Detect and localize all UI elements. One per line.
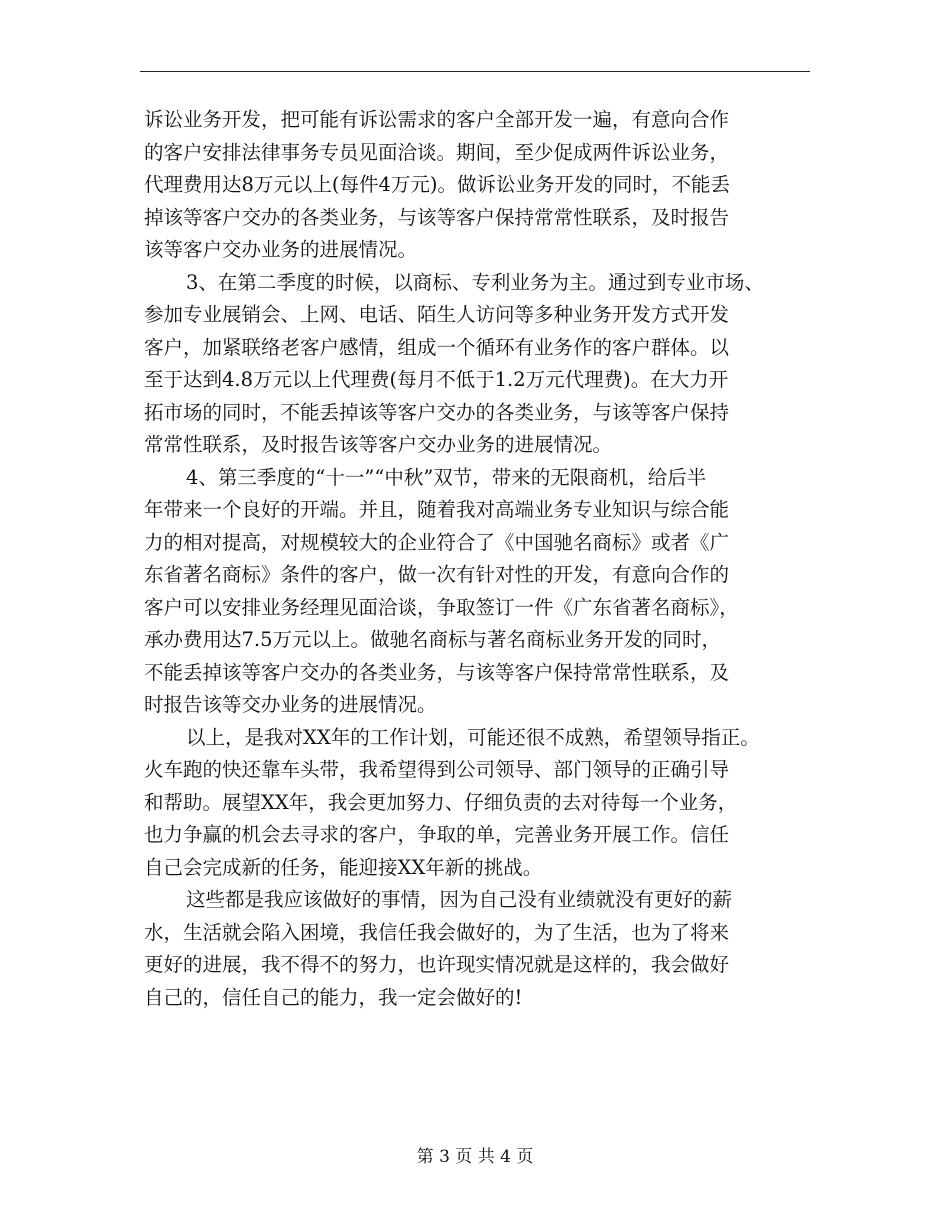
text-line: 掉该等客户交办的各类业务，与该等客户保持常常性联系，及时报告 (144, 205, 730, 229)
text-line: 年带来一个良好的开端。并且，随着我对高端业务专业知识与综合能 (144, 498, 730, 521)
text-line: 常常性联系，及时报告该等客户交办业务的进展情况。 (144, 433, 613, 456)
text-line: 自己的，信任自己的能力，我一定会做好的! (144, 985, 523, 1009)
text-line: 至于达到4.8万元以上代理费(每月不低于1.2万元代理费)。在大力开 (144, 368, 729, 391)
text-line: 承办费用达7.5万元以上。做驰名商标与著名商标业务开发的同时， (144, 628, 722, 651)
text-line: 火车跑的快还靠车头带，我希望得到公司领导、部门领导的正确引导 (144, 758, 730, 781)
paragraph-first-line: 以上，是我对XX年的工作计划，可能还很不成熟，希望领导指正。 (186, 725, 760, 749)
text-line: 更好的进展，我不得不的努力，也许现实情况就是这样的，我会做好 (144, 953, 730, 976)
text-line: 诉讼业务开发，把可能有诉讼需求的客户全部开发一遍，有意向合作 (144, 108, 730, 131)
text-line: 客户，加紧联络老客户感情，组成一个循环有业务作的客户群体。以 (144, 335, 730, 359)
text-line: 时报告该等交办业务的进展情况。 (144, 693, 437, 716)
text-line: 参加专业展销会、上网、电话、陌生人访问等多种业务开发方式开发 (144, 303, 730, 326)
text-line: 该等客户交办业务的进展情况。 (144, 238, 418, 261)
header-rule (140, 71, 810, 72)
text-line: 和帮助。展望XX年，我会更加努力、仔细负责的去对待每一个业务， (144, 790, 738, 814)
text-line: 自己会完成新的任务，能迎接XX年新的挑战。 (144, 855, 543, 879)
paragraph-first-line: 4、第三季度的“十一”“中秋”双节，带来的无限商机，给后半 (186, 465, 707, 489)
text-line: 的客户安排法律事务专员见面洽谈。期间，至少促成两件诉讼业务， (144, 140, 730, 164)
paragraph-first-line: 这些都是我应该做好的事情，因为自己没有业绩就没有更好的薪 (186, 888, 733, 911)
text-line: 代理费用达8万元以上(每件4万元)。做诉讼业务开发的同时，不能丢 (144, 173, 731, 196)
document-body (144, 104, 834, 1014)
text-line: 力的相对提高，对规模较大的企业符合了《中国驰名商标》或者《广 (144, 530, 730, 554)
paragraph-first-line: 3、在第二季度的时候，以商标、专利业务为主。通过到专业市场、 (186, 270, 764, 294)
text-line: 不能丢掉该等客户交办的各类业务，与该等客户保持常常性联系，及 (144, 660, 730, 684)
text-line: 也力争赢的机会去寻求的客户，争取的单，完善业务开展工作。信任 (144, 823, 730, 846)
text-line: 东省著名商标》条件的客户，做一次有针对性的开发，有意向合作的 (144, 563, 730, 586)
page-number-footer: 第 3 页 共 4 页 (416, 1147, 534, 1167)
text-line: 拓市场的同时，不能丢掉该等客户交办的各类业务，与该等客户保持 (144, 400, 730, 424)
text-line: 客户可以安排业务经理见面洽谈，争取签订一件《广东省著名商标》， (144, 595, 739, 619)
text-line: 水，生活就会陷入困境，我信任我会做好的，为了生活，也为了将来 (144, 920, 730, 944)
